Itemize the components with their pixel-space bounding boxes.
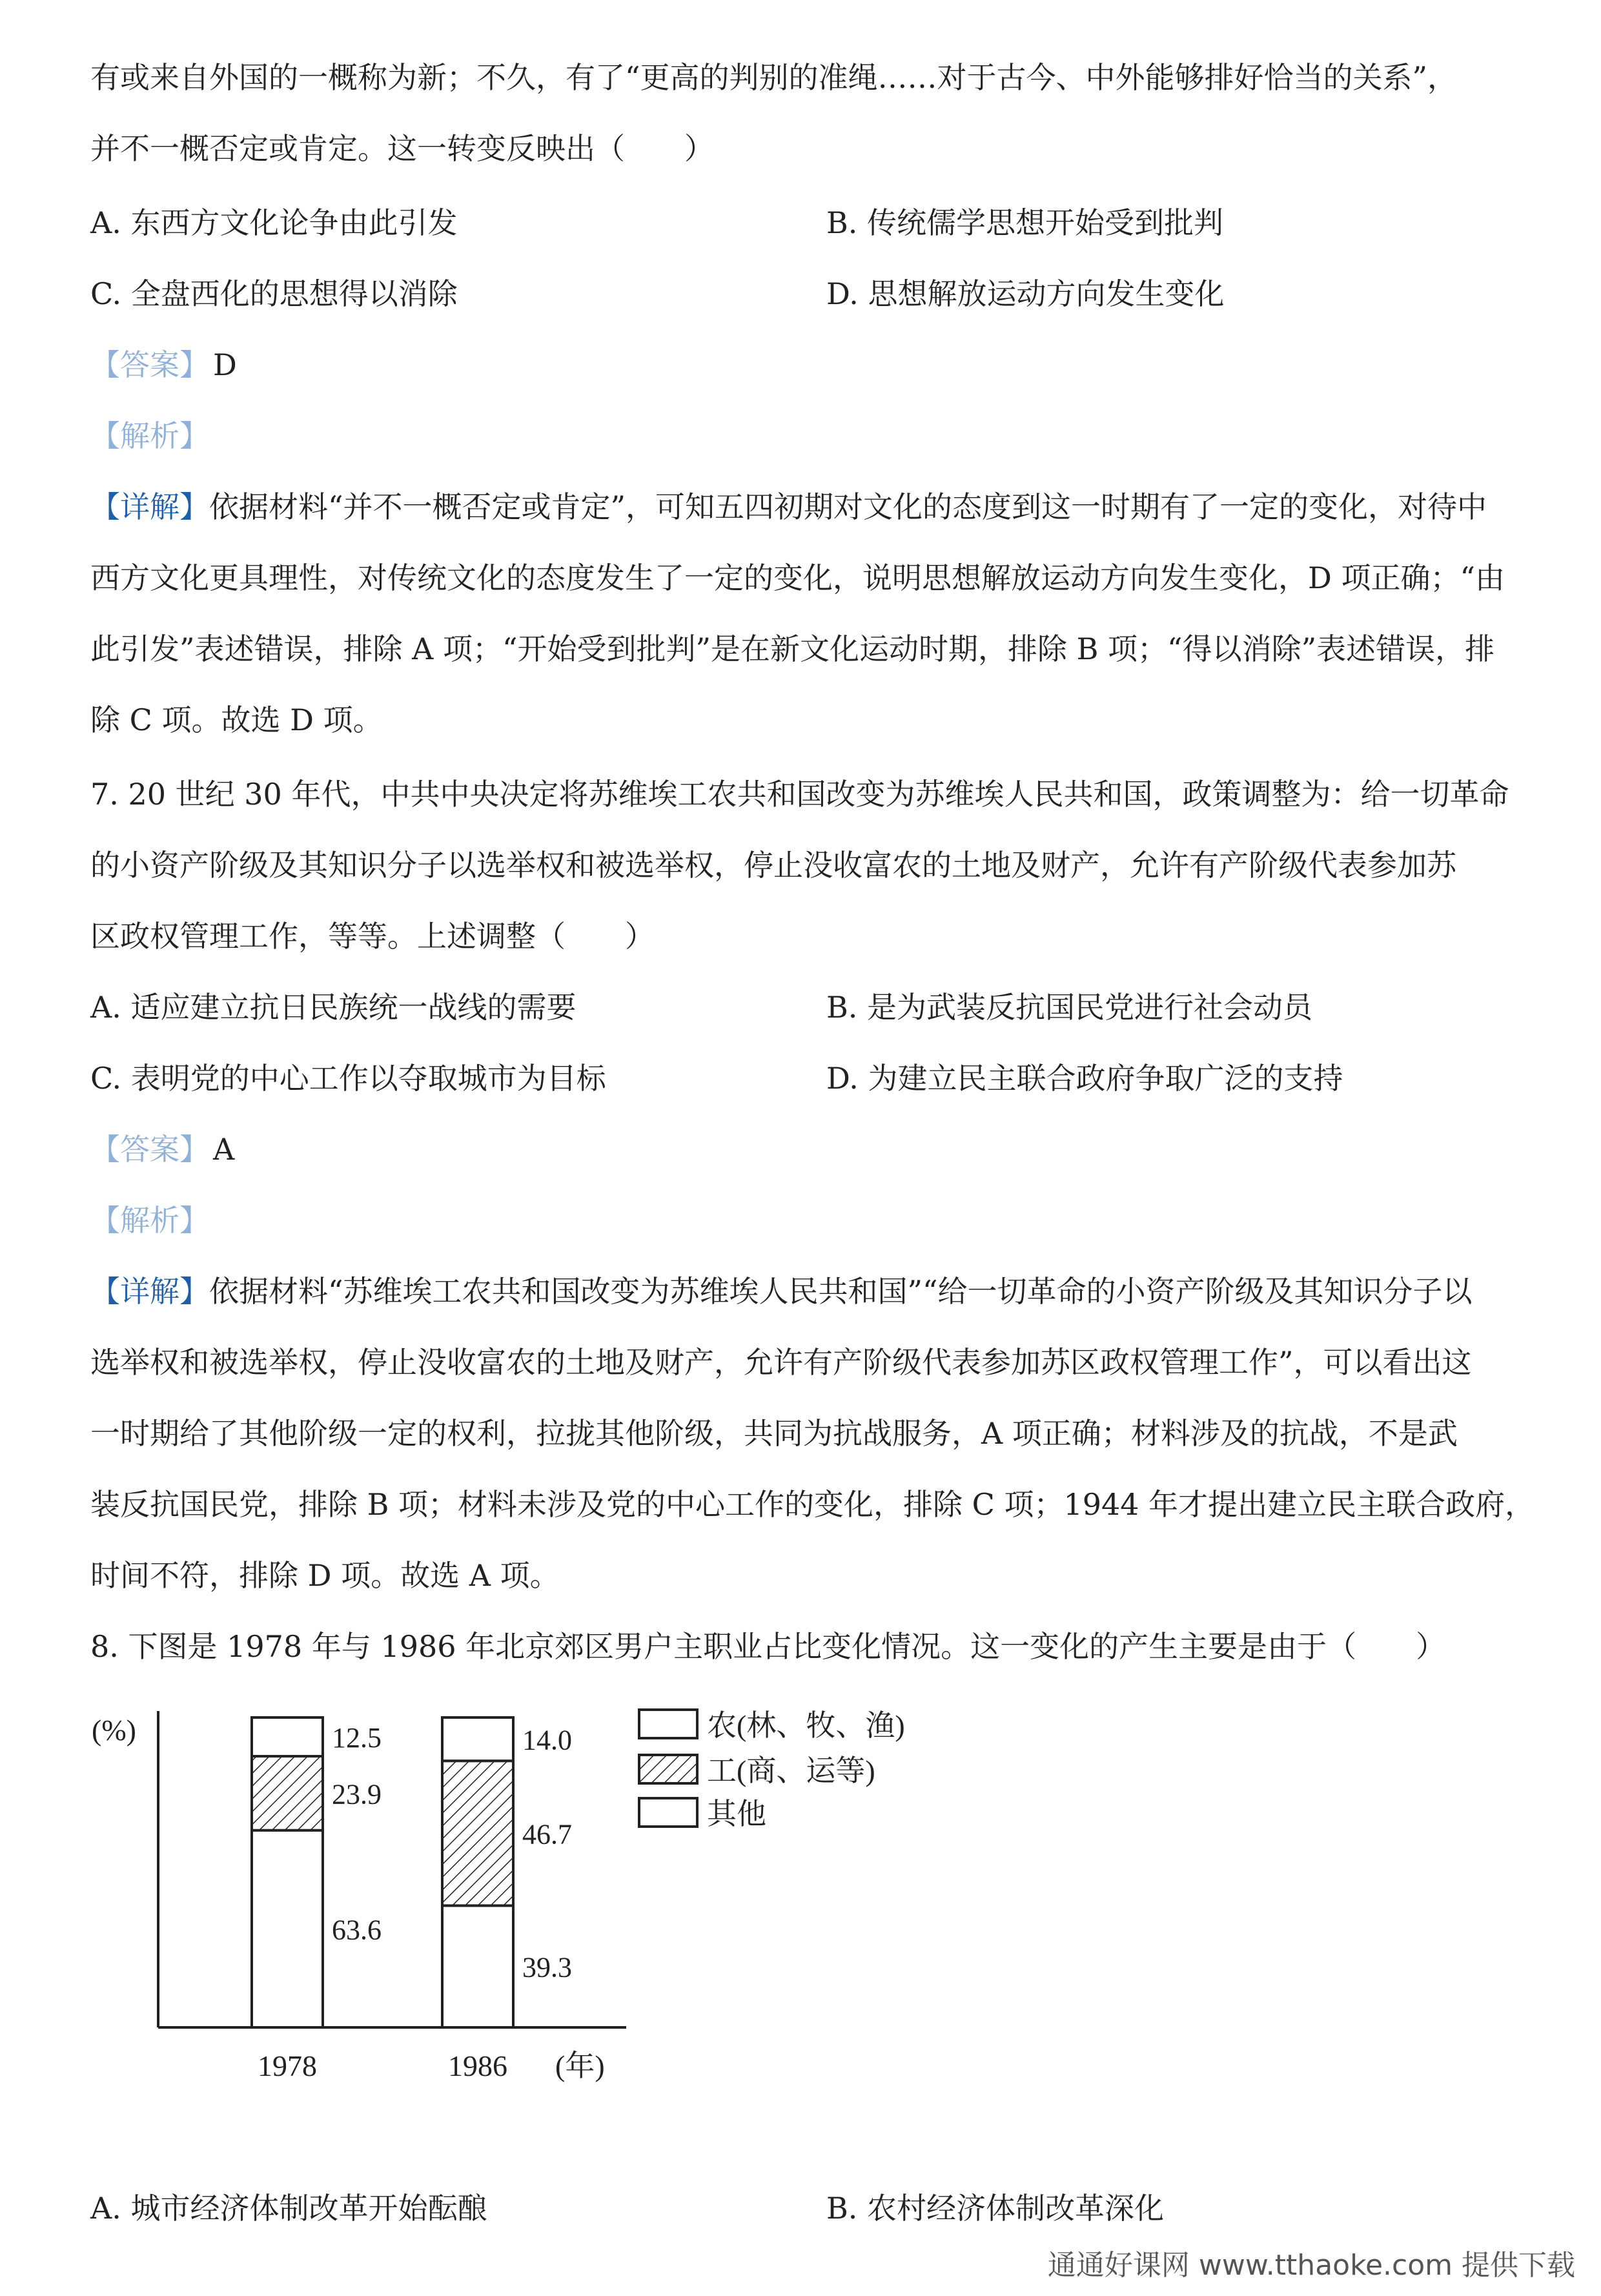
q6-option-b: B. 传统儒学思想开始受到批判 — [826, 205, 1224, 240]
q8-option-a: A. 城市经济体制改革开始酝酿 — [90, 2191, 487, 2226]
q7-detail-line-1: 【详解】依据材料“苏维埃工农共和国改变为苏维埃人民共和国”“给一切革命的小资产阶级及其知识分子以 — [90, 1274, 1473, 1309]
q7-stem-line-3: 区政权管理工作，等等。上述调整（ ） — [90, 919, 655, 954]
detail-label: 【详解】 — [90, 489, 209, 524]
q8-option-b: B. 农村经济体制改革深化 — [826, 2191, 1165, 2226]
legend-swatch-0 — [639, 1710, 697, 1738]
watermark-footer: 通通好课网 www.tthaoke.com 提供下载 — [1047, 2249, 1575, 2282]
answer-label: 【答案】 — [90, 1132, 209, 1167]
q7-option-d: D. 为建立民主联合政府争取广泛的支持 — [826, 1061, 1343, 1096]
x-tick-label-1978: 1978 — [258, 2049, 317, 2082]
q7-option-c: C. 表明党的中心工作以夺取城市为目标 — [90, 1061, 606, 1096]
data-label-1978-0: 63.6 — [332, 1914, 382, 1946]
bar-segment-1986-2 — [442, 1717, 513, 1761]
detail-label: 【详解】 — [90, 1274, 209, 1309]
q7-stem-line-2: 的小资产阶级及其知识分子以选举权和被选举权，停止没收富农的土地及财产，允许有产阶级代表参加苏 — [90, 848, 1456, 883]
q6-stem-line-1: 有或来自外国的一概称为新；不久，有了“更高的判别的准绳……对于古今、中外能够排好恰当的关系”， — [90, 60, 1458, 95]
x-tick-label-1986: 1986 — [448, 2049, 507, 2082]
data-label-1986-0: 39.3 — [522, 1951, 572, 1983]
bar-segment-1986-0 — [442, 1905, 513, 2027]
legend-label-1: 工(商、运等) — [707, 1754, 875, 1787]
answer-label: 【答案】 — [90, 347, 209, 382]
q7-option-b: B. 是为武装反抗国民党进行社会动员 — [826, 990, 1313, 1025]
bar-segment-1978-2 — [252, 1717, 323, 1756]
q6-detail-line-3: 此引发”表述错误，排除 A 项；“开始受到批判”是在新文化运动时期，排除 B 项；“得以消除”表述错误，排 — [90, 631, 1495, 666]
bar-segment-1986-1 — [442, 1761, 513, 1905]
legend-label-0: 农(林、牧、渔) — [707, 1709, 905, 1742]
q7-answer — [90, 1130, 234, 1169]
legend-label-2: 其他 — [707, 1798, 766, 1830]
q7-detail-line-5: 时间不符，排除 D 项。故选 A 项。 — [90, 1558, 560, 1593]
bar-segment-1978-1 — [252, 1756, 323, 1830]
legend-swatch-2 — [639, 1798, 697, 1827]
q7-stem-line-1: 7. 20 世纪 30 年代，中共中央决定将苏维埃工农共和国改变为苏维埃人民共和国，政策调整为：给一切革命 — [90, 777, 1509, 812]
q6-answer — [90, 345, 237, 384]
q7-option-a: A. 适应建立抗日民族统一战线的需要 — [90, 990, 576, 1025]
q6-detail-line-1: 【详解】依据材料“并不一概否定或肯定”，可知五四初期对文化的态度到这一时期有了一定的变化，对待中 — [90, 489, 1487, 524]
data-label-1978-1: 23.9 — [332, 1778, 382, 1810]
q6-stem-line-2: 并不一概否定或肯定。这一转变反映出（ ） — [90, 131, 714, 166]
q6-analysis-label: 【解析】 — [90, 418, 209, 453]
bar-segment-1978-0 — [252, 1830, 323, 2027]
q7-analysis-label: 【解析】 — [90, 1203, 209, 1238]
data-label-1986-2: 14.0 — [522, 1724, 572, 1756]
data-label-1986-1: 46.7 — [522, 1818, 572, 1850]
stacked-bar-chart — [84, 1698, 1052, 2098]
y-axis-label: (%) — [92, 1714, 136, 1747]
q6-option-c: C. 全盘西化的思想得以消除 — [90, 276, 458, 311]
data-label-1978-2: 12.5 — [332, 1722, 382, 1754]
answer-value: D — [213, 347, 237, 382]
answer-value: A — [213, 1132, 235, 1167]
q7-detail-line-2: 选举权和被选举权，停止没收富农的土地及财产，允许有产阶级代表参加苏区政权管理工作”，可以看出这 — [90, 1345, 1472, 1380]
q7-detail-line-4: 装反抗国民党，排除 B 项；材料未涉及党的中心工作的变化，排除 C 项；1944 年才提出建立民主联合政府， — [90, 1487, 1535, 1522]
x-axis-label: (年) — [555, 2049, 605, 2082]
q8-stem: 8. 下图是 1978 年与 1986 年北京郊区男户主职业占比变化情况。这一变化的产生主要是由于（ ） — [90, 1629, 1446, 1664]
q6-option-a: A. 东西方文化论争由此引发 — [90, 205, 458, 240]
q7-detail-line-3: 一时期给了其他阶级一定的权利，拉拢其他阶级，共同为抗战服务，A 项正确；材料涉及的抗战，不是武 — [90, 1416, 1458, 1451]
q6-detail-line-2: 西方文化更具理性，对传统文化的态度发生了一定的变化，说明思想解放运动方向发生变化，D 项正确；“由 — [90, 560, 1505, 595]
q6-option-d: D. 思想解放运动方向发生变化 — [826, 276, 1225, 311]
legend-swatch-1 — [639, 1755, 697, 1783]
q6-detail-line-4: 除 C 项。故选 D 项。 — [90, 702, 383, 737]
